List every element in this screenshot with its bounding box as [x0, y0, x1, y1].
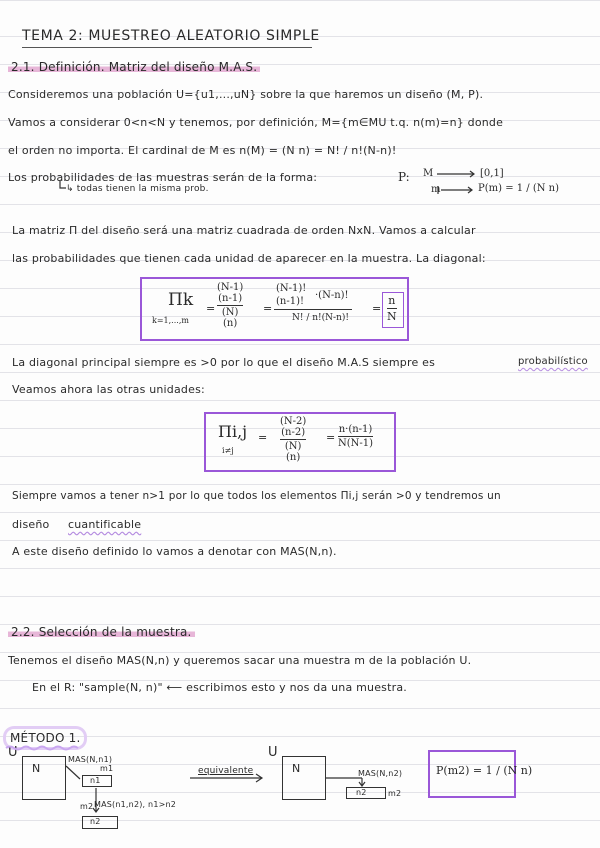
p-label: P: [398, 170, 410, 184]
population-size-right: N [292, 762, 301, 775]
sample-label-2: m2 [80, 802, 94, 811]
text-line: Consideremos una población U={u1,...,uN} sobre la que haremos un diseño (M, P). [8, 88, 484, 101]
text-line: diseño [12, 518, 50, 531]
pi-ij-subscript: i≠j [222, 446, 234, 455]
map-from-2: m [431, 184, 441, 195]
text-line: Los probabilidades de las muestras serán de la forma: [8, 171, 318, 184]
text-line: A este diseño definido lo vamos a denotar con MAS(N,n). [12, 545, 337, 558]
result-fraction: n N [387, 294, 397, 323]
mid-num-2: (n-1)! [276, 296, 305, 307]
sample-label-1: m1 [100, 764, 114, 773]
probability-formula: P(m2) = 1 / (N n) [436, 764, 533, 777]
mas-label-2: MAS(n1,n2), n1>n2 [94, 800, 177, 809]
sample-size-right: n2 [356, 788, 367, 797]
text-line: Vamos a considerar 0<n<N y tenemos, por definición, M={m∈MU t.q. n(m)=n} donde [8, 116, 504, 129]
highlight-word: probabilístico [518, 356, 588, 367]
population-size-left: N [32, 762, 41, 775]
sample-size-2: n2 [90, 817, 101, 826]
binom-top-1: (N-1) [217, 282, 244, 293]
highlight-word: cuantificable [68, 518, 142, 531]
text-line: Veamos ahora las otras unidades: [12, 383, 205, 396]
mid-num-3: ·(N-n)! [315, 290, 349, 301]
result-fraction-2: n·(n-1) N(N-1) [338, 424, 374, 449]
map-to-2: P(m) = 1 / (N n) [478, 183, 560, 194]
text-line: Siempre vamos a tener n>1 por lo que todos los elementos Πi,j serán >0 y tendremos un [12, 490, 501, 502]
pi-k-symbol: Πk [168, 290, 194, 310]
method-label: MÉTODO 1. [6, 729, 84, 747]
mas-label-1: MAS(N,n1) [68, 755, 113, 764]
population-label-right: U [268, 745, 278, 760]
text-line: La matriz Π del diseño será una matriz cuadrada de orden NxN. Vamos a calcular [12, 224, 476, 237]
text-line: las probabilidades que tienen cada unidad de aparecer en la muestra. La diagonal: [12, 252, 486, 265]
population-label-left: U [8, 745, 18, 760]
mid-den: N! / n!(N-n)! [292, 313, 350, 323]
text-line: Tenemos el diseño MAS(N,n) y queremos sacar una muestra m de la población U. [8, 654, 472, 667]
pi-ij-symbol: Πi,j [218, 422, 248, 441]
mas-label-3: MAS(N,n2) [358, 769, 403, 778]
page-title: TEMA 2: MUESTREO ALEATORIO SIMPLE [22, 28, 320, 44]
text-line: En el R: "sample(N, n)" ⟵ escribimos esto y nos da una muestra. [32, 681, 407, 694]
text-line: el orden no importa. El cardinal de M es n(M) = (N n) = N! / n!(N-n)! [8, 144, 397, 157]
binom-bot-1: (N) [221, 307, 239, 318]
fraction-binomials-2: (N-2) (n-2) (N) (n) [280, 416, 307, 463]
sample-label-right: m2 [388, 789, 402, 798]
equivalent-label: equivalente [198, 766, 254, 776]
map-to-1: [0,1] [480, 168, 504, 179]
text-note: ↳ todas tienen la misma prob. [66, 184, 209, 194]
binom-bot-2: (n) [223, 318, 238, 329]
pi-k-subscript: k=1,...,m [152, 316, 189, 325]
mid-num-1: (N-1)! [276, 283, 307, 294]
section-heading-2-1: 2.1. Definición. Matriz del diseño M.A.S. [8, 60, 260, 74]
sample-size-1: n1 [90, 776, 101, 785]
text-line: La diagonal principal siempre es >0 por lo que el diseño M.A.S siempre es [12, 356, 436, 369]
section-heading-2-2: 2.2. Selección de la muestra. [8, 625, 195, 639]
map-from-1: M [423, 168, 434, 179]
binom-top-2: (n-1) [218, 293, 243, 304]
